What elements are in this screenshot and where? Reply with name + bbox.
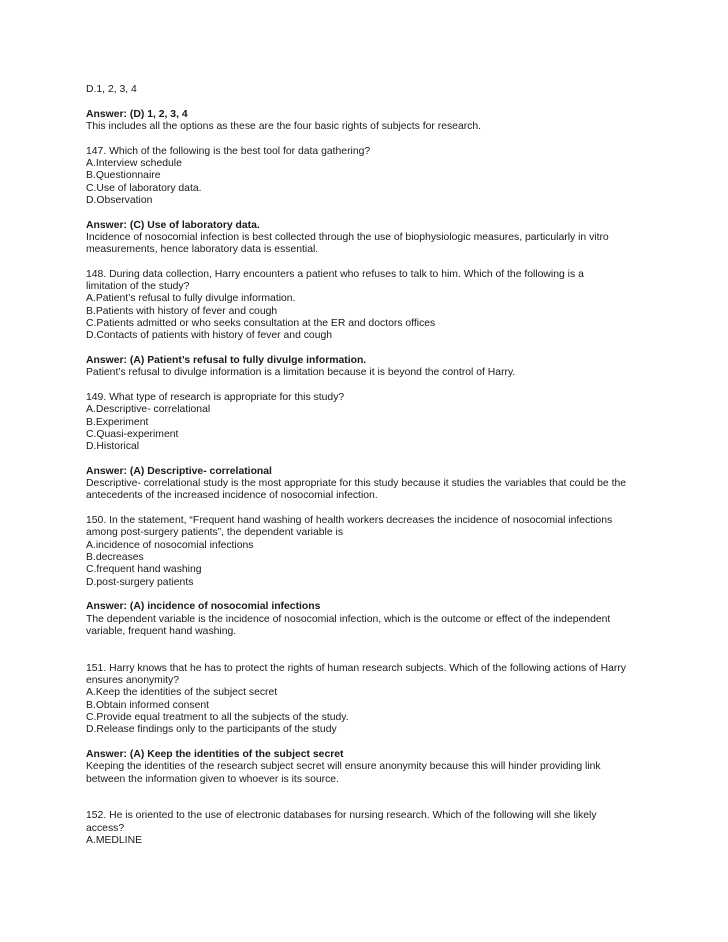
- answer-heading: Answer: (A) Patient’s refusal to fully divulge information.: [86, 355, 367, 366]
- text-line: Incidence of nosocomial infection is best collected through the use of biophysiologic measures, particularly in vitro: [86, 231, 609, 243]
- text-line: antecedents of the increased incidence of nosocomial infection.: [86, 490, 378, 502]
- text-line: D.Observation: [86, 194, 153, 206]
- text-line: The dependent variable is the incidence of nosocomial infection, which is the outcome or effect of the independent: [86, 613, 611, 625]
- paragraph-gap: [86, 589, 666, 601]
- answer-heading: Answer: (C) Use of laboratory data.: [86, 219, 260, 231]
- paragraph-gap: [86, 207, 666, 219]
- paragraph-gap: [86, 638, 666, 663]
- text-line: A.MEDLINE: [86, 835, 143, 847]
- text-line: access?: [86, 822, 125, 834]
- paragraph-gap: [86, 256, 666, 268]
- text-line: B.Questionnaire: [86, 170, 161, 182]
- text-line: Patient’s refusal to divulge information is a limitation because it is beyond the control of Harry.: [86, 367, 516, 379]
- text-line: Descriptive- correlational study is the most appropriate for this study because it studies the variables that could be the: [86, 478, 627, 490]
- text-line: A.Keep the identities of the subject secret: [86, 687, 278, 699]
- answer-heading: Answer: (D) 1, 2, 3, 4: [86, 108, 188, 120]
- text-line: D.Release findings only to the participants of the study: [86, 724, 337, 736]
- text-line: 148. During data collection, Harry encounters a patient who refuses to talk to him. Which of the following is a: [86, 268, 584, 280]
- paragraph-gap: [86, 380, 666, 392]
- paragraph-gap: [86, 786, 666, 811]
- text-line: Keeping the identities of the research subject secret will ensure anonymity because this will hinder providing link: [86, 761, 601, 773]
- text-line: A.Interview schedule: [86, 157, 182, 169]
- paragraph-gap: [86, 453, 666, 465]
- text-line: C.frequent hand washing: [86, 564, 202, 576]
- text-line: D.post-surgery patients: [86, 576, 194, 588]
- text-line: between the information given to whoever is its source.: [86, 773, 339, 785]
- text-line: B.decreases: [86, 552, 144, 564]
- text-line: D.Contacts of patients with history of fever and cough: [86, 330, 333, 342]
- text-line: among post-surgery patients”, the dependent variable is: [86, 527, 344, 539]
- paragraph-gap: [86, 737, 666, 749]
- text-line: This includes all the options as these are the four basic rights of subjects for research.: [86, 120, 482, 132]
- text-line: 151. Harry knows that he has to protect the rights of human research subjects. Which of the following actions of Harry: [86, 662, 626, 674]
- answer-heading: Answer: (A) Keep the identities of the subject secret: [86, 748, 344, 760]
- text-line: variable, frequent hand washing.: [86, 625, 237, 637]
- text-line: limitation of the study?: [86, 281, 190, 293]
- paragraph-gap: [86, 96, 666, 108]
- text-line: measurements, hence laboratory data is essential.: [86, 244, 319, 256]
- text-line: B.Obtain informed consent: [86, 699, 210, 711]
- answer-heading: Answer: (A) Descriptive- correlational: [86, 465, 272, 477]
- text-line: D.1, 2, 3, 4: [86, 84, 137, 95]
- text-line: A.Patient’s refusal to fully divulge information.: [86, 293, 296, 305]
- text-line: A.Descriptive- correlational: [86, 404, 211, 416]
- text-line: C.Use of laboratory data.: [86, 182, 202, 194]
- paragraph-gap: [86, 343, 666, 355]
- text-line: A.incidence of nosocomial infections: [86, 539, 254, 551]
- text-line: 149. What type of research is appropriate for this study?: [86, 391, 345, 403]
- text-line: ensures anonymity?: [86, 675, 179, 687]
- text-line: C.Provide equal treatment to all the subjects of the study.: [86, 711, 349, 723]
- paragraph-gap: [86, 503, 666, 515]
- text-line: 147. Which of the following is the best tool for data gathering?: [86, 145, 371, 157]
- text-line: C.Patients admitted or who seeks consultation at the ER and doctors offices: [86, 318, 436, 330]
- document-page: [86, 84, 666, 847]
- paragraph-gap: [86, 133, 666, 145]
- text-line: 152. He is oriented to the use of electronic databases for nursing research. Which of the following will she likely: [86, 810, 597, 822]
- text-line: B.Experiment: [86, 416, 149, 428]
- text-line: C.Quasi-experiment: [86, 428, 179, 440]
- text-line: 150. In the statement, “Frequent hand washing of health workers decreases the incidence of nosocomial infections: [86, 515, 613, 527]
- answer-heading: Answer: (A) incidence of nosocomial infections: [86, 601, 321, 613]
- text-line: B.Patients with history of fever and cough: [86, 305, 278, 317]
- text-line: D.Historical: [86, 441, 140, 453]
